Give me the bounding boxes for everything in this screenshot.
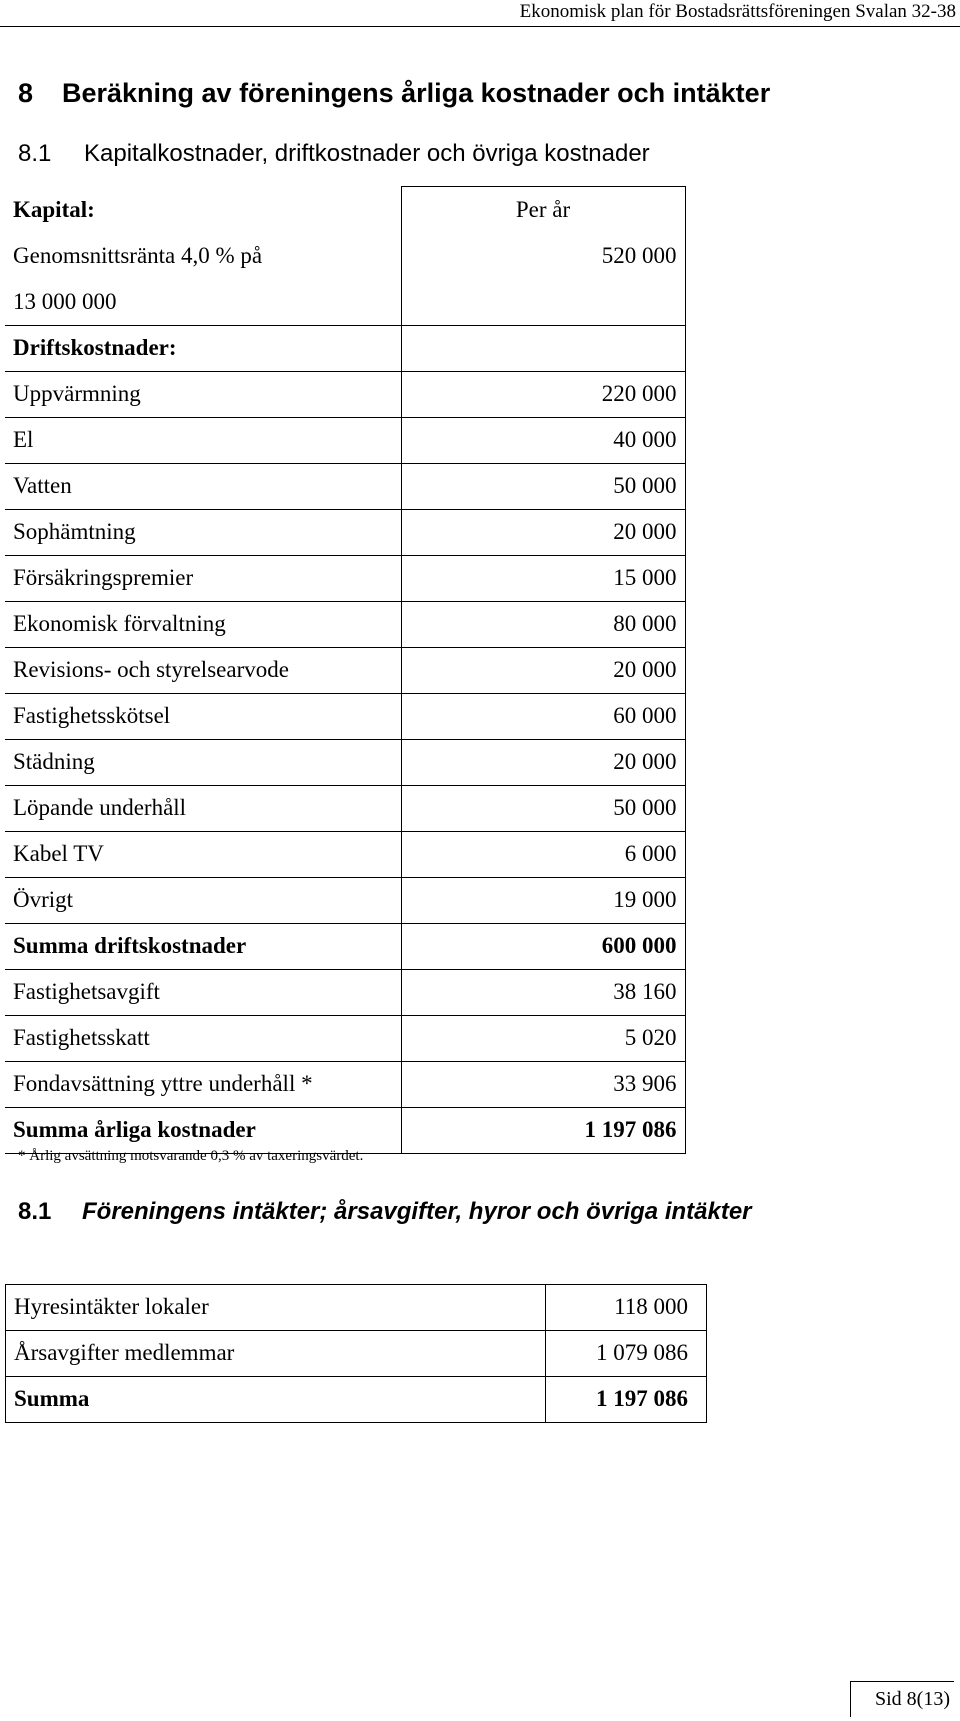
operating-total-row — [5, 923, 685, 969]
cost-value: 600 000 — [401, 923, 685, 969]
table-row — [5, 647, 685, 693]
income-value: 1 079 086 — [546, 1331, 707, 1377]
income-value: 118 000 — [546, 1285, 707, 1331]
cost-value: 80 000 — [401, 601, 685, 647]
table-row — [5, 969, 685, 1015]
interest-line: Genomsnittsränta 4,0 % på — [13, 242, 263, 268]
interest-base: 13 000 000 — [13, 288, 117, 314]
cost-label: Vatten — [5, 463, 401, 509]
cost-label: Kabel TV — [5, 831, 401, 877]
table-row — [5, 417, 685, 463]
interest-value: 520 000 — [601, 243, 677, 268]
section-title: Beräkning av föreningens årliga kostnader och intäkter — [62, 78, 771, 108]
cost-label: Försäkringspremier — [5, 555, 401, 601]
cost-label: Ekonomisk förvaltning — [5, 601, 401, 647]
table-row — [5, 785, 685, 831]
capital-cell — [5, 187, 401, 326]
cost-value: 6 000 — [401, 831, 685, 877]
table-row — [6, 1331, 707, 1377]
income-total-row — [6, 1377, 707, 1423]
cost-value: 33 906 — [401, 1061, 685, 1107]
table-row — [6, 1285, 707, 1331]
cost-label: Övrigt — [5, 877, 401, 923]
cost-value: 220 000 — [401, 371, 685, 417]
capital-label: Kapital: — [13, 196, 95, 222]
cost-label: Summa årliga kostnader — [5, 1107, 401, 1153]
table-row — [5, 1061, 685, 1107]
per-year-header: Per år — [515, 197, 571, 222]
operating-header-row — [5, 325, 685, 371]
cost-label: Uppvärmning — [5, 371, 401, 417]
cost-value: 20 000 — [401, 509, 685, 555]
income-label: Årsavgifter medlemmar — [6, 1331, 546, 1377]
income-table — [5, 1284, 707, 1423]
footnote: * Årlig avsättning motsvarande 0,3 % av taxeringsvärdet. — [18, 1148, 364, 1164]
section-title: Föreningens intäkter; årsavgifter, hyror och övriga intäkter — [82, 1198, 752, 1225]
cost-value: 19 000 — [401, 877, 685, 923]
table-row — [5, 831, 685, 877]
table-row — [5, 601, 685, 647]
section-title: Kapitalkostnader, driftkostnader och övriga kostnader — [84, 140, 650, 167]
cost-label: Fastighetsavgift — [5, 969, 401, 1015]
operating-value-cell — [401, 325, 685, 371]
cost-value: 50 000 — [401, 785, 685, 831]
cost-value: 40 000 — [401, 417, 685, 463]
cost-label: Fastighetsskötsel — [5, 693, 401, 739]
section-heading-8-1-income — [18, 1198, 752, 1226]
cost-label: Fastighetsskatt — [5, 1015, 401, 1061]
income-total-value: 1 197 086 — [546, 1377, 707, 1423]
cost-value: 38 160 — [401, 969, 685, 1015]
cost-value: 50 000 — [401, 463, 685, 509]
section-number: 8.1 — [18, 140, 52, 167]
capital-row — [5, 187, 685, 326]
section-number: 8.1 — [18, 1198, 52, 1225]
annual-total-row — [5, 1107, 685, 1153]
cost-value: 20 000 — [401, 647, 685, 693]
cost-value: 5 020 — [401, 1015, 685, 1061]
table-row — [5, 555, 685, 601]
cost-value: 15 000 — [401, 555, 685, 601]
cost-label: Städning — [5, 739, 401, 785]
cost-label: Löpande underhåll — [5, 785, 401, 831]
cost-table — [5, 186, 686, 1154]
table-row — [5, 739, 685, 785]
section-heading-8 — [18, 78, 770, 109]
running-header: Ekonomisk plan för Bostadsrättsföreningen Svalan 32-38 — [0, 0, 960, 27]
section-number: 8 — [18, 78, 34, 108]
cost-label: El — [5, 417, 401, 463]
income-total-label: Summa — [6, 1377, 546, 1423]
cost-label: Revisions- och styrelsearvode — [5, 647, 401, 693]
table-row — [5, 463, 685, 509]
table-row — [5, 1015, 685, 1061]
cost-label: Sophämtning — [5, 509, 401, 555]
cost-value: 60 000 — [401, 693, 685, 739]
income-label: Hyresintäkter lokaler — [6, 1285, 546, 1331]
table-row — [5, 877, 685, 923]
cost-value: 1 197 086 — [401, 1107, 685, 1153]
operating-label: Driftskostnader: — [5, 325, 401, 371]
cost-label: Summa driftskostnader — [5, 923, 401, 969]
table-row — [5, 371, 685, 417]
capital-value-cell — [401, 187, 685, 326]
cost-value: 20 000 — [401, 739, 685, 785]
page-number: Sid 8(13) — [850, 1681, 954, 1717]
cost-label: Fondavsättning yttre underhåll * — [5, 1061, 401, 1107]
table-row — [5, 509, 685, 555]
section-heading-8-1-costs — [18, 140, 650, 168]
table-row — [5, 693, 685, 739]
